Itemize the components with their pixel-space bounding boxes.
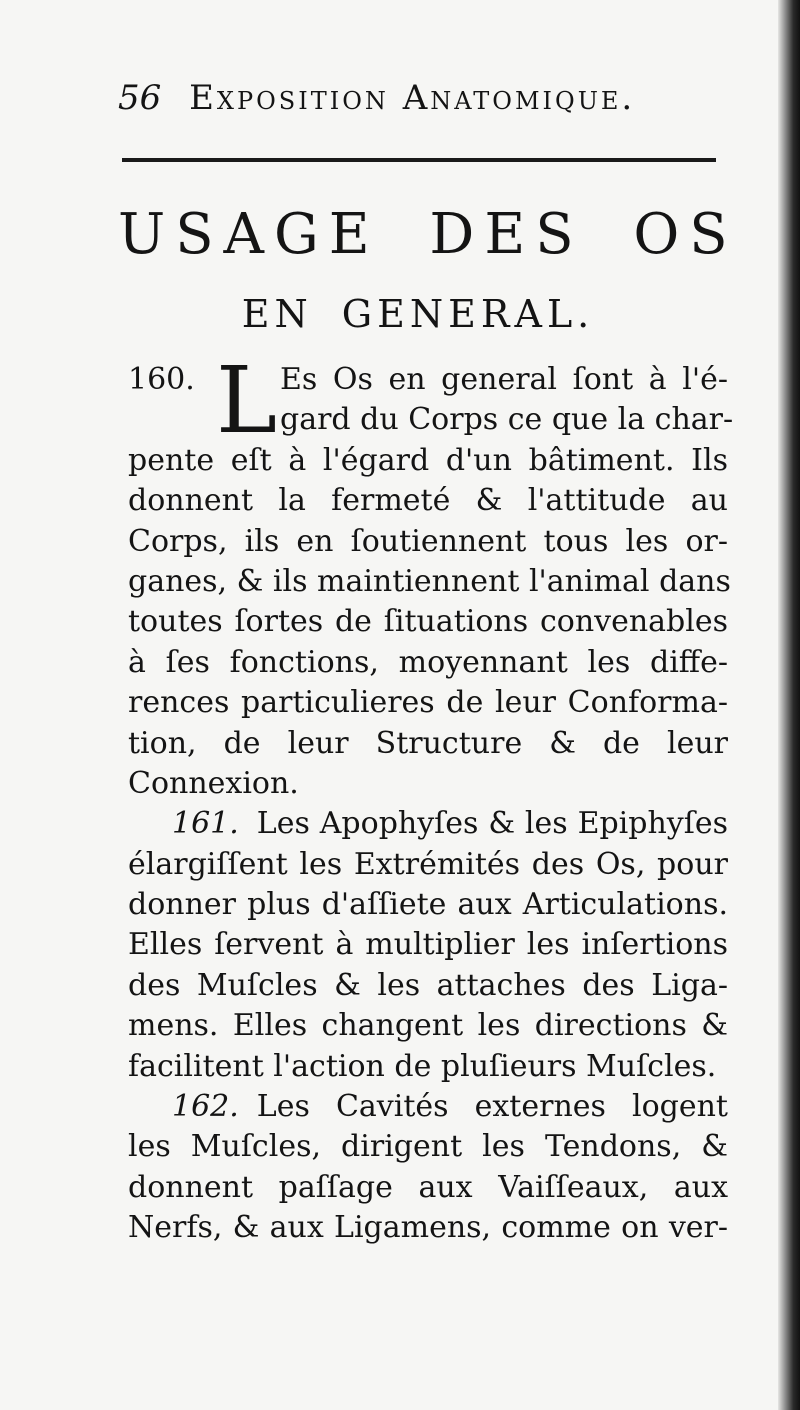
paragraph-160-opening (128, 347, 734, 454)
text-line: donnent la fermeté & l'attitude au (128, 483, 728, 519)
paragraph-number-160: 160. (128, 362, 195, 397)
text-line: donner plus d'aſſiete aux Articulations. (128, 887, 728, 923)
text-line: gard du Corps ce que la char- (280, 402, 734, 438)
text-line: les Muſcles, dirigent les Tendons, & (128, 1129, 728, 1165)
paragraph-161-first-line (128, 804, 728, 844)
page-number: 56 (118, 78, 162, 118)
paragraph-162-first-line (128, 1087, 728, 1127)
text-line: pente eſt à l'égard d'un bâtiment. Ils (128, 442, 728, 478)
drop-cap: L (216, 347, 278, 454)
text-span: Les Cavités externes logent (256, 1089, 728, 1125)
text-line: donnent paſſage aux Vaiſſeaux, aux (128, 1169, 728, 1205)
text-line: Nerfs, & aux Ligamens, comme on ver- (128, 1210, 728, 1246)
text-line: Connexion. (128, 765, 299, 801)
text-line: mens. Elles changent les directions & (128, 1008, 728, 1044)
paragraph-number-162: 162. (172, 1089, 239, 1125)
running-title: Exposition Anatomique. (189, 78, 636, 118)
text-line: Corps, ils en ſoutiennent tous les or- (128, 523, 728, 559)
text-line: tion, de leur Structure & de leur (128, 725, 728, 761)
paragraph-number-161: 161. (172, 806, 239, 842)
header-rule (122, 158, 716, 162)
text-line: des Muſcles & les attaches des Liga- (128, 967, 728, 1003)
text-span: Les Apophyſes & les Epiphyſes (256, 806, 728, 842)
text-line: rences particulieres de leur Conforma- (128, 685, 728, 721)
page-edge-shadow (778, 0, 800, 1410)
section-subtitle: EN GENERAL. (241, 292, 595, 336)
text-line: élargiſſent les Extrémités des Os, pour (128, 846, 728, 882)
text-line: Es Os en general ſont à l'é- (280, 362, 728, 397)
text-line: ganes, & ils maintiennent l'animal dans (128, 563, 731, 599)
text-line: Elles ſervent à multiplier les inſertions (128, 927, 728, 963)
body-text (128, 347, 734, 1249)
section-title: USAGE DES OS (118, 202, 738, 267)
text-line: facilitent l'action de pluſieurs Muſcles. (128, 1048, 717, 1084)
running-head (118, 78, 718, 118)
text-line: à ſes fonctions, moyennant les diffe- (128, 644, 728, 680)
text-line: toutes ſortes de ſituations convenables (128, 604, 728, 640)
